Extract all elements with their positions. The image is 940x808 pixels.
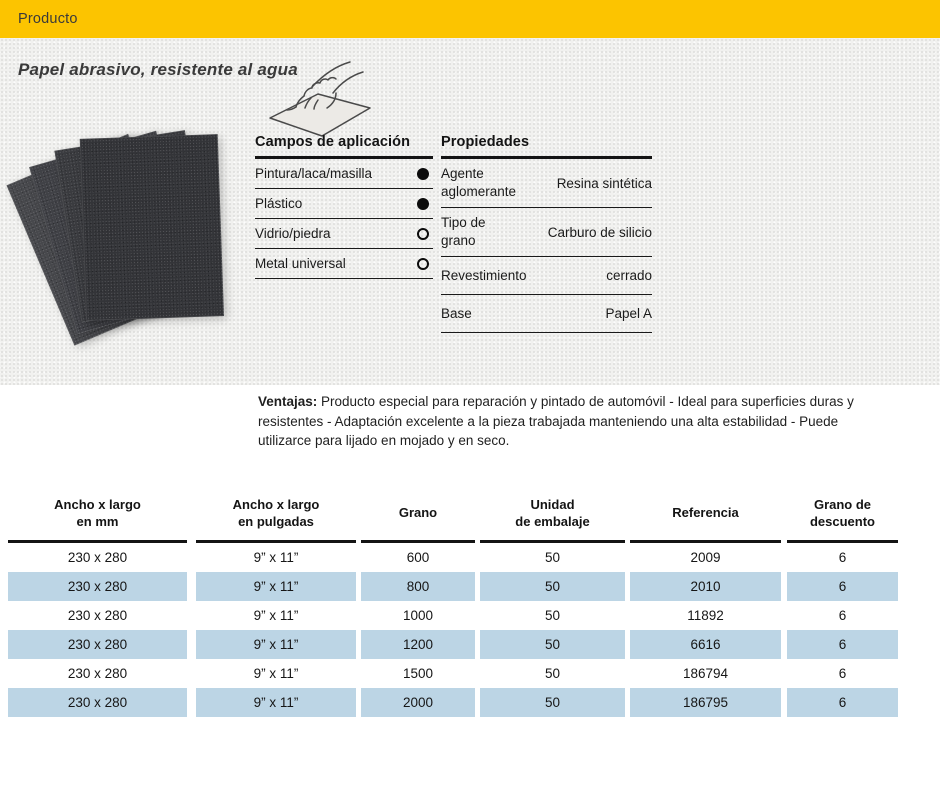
size-table-cell: 50 bbox=[480, 630, 625, 659]
size-table-cell: 6616 bbox=[630, 630, 781, 659]
properties-table bbox=[441, 134, 652, 333]
size-table-cell: 6 bbox=[787, 688, 898, 717]
column-header: Ancho x largo en pulgadas bbox=[196, 485, 356, 543]
table-column-pack-unit bbox=[480, 485, 625, 717]
application-field-label: Plástico bbox=[255, 196, 303, 211]
size-table-cell: 186794 bbox=[682, 666, 729, 681]
table-column-grit bbox=[361, 485, 475, 717]
property-label: Revestimiento bbox=[441, 267, 527, 283]
size-table-cell: 600 bbox=[406, 550, 430, 565]
property-value: cerrado bbox=[606, 268, 652, 283]
suitability-circle-icon bbox=[417, 228, 429, 240]
advantages-label: Ventajas: bbox=[258, 394, 318, 409]
product-section bbox=[0, 38, 940, 385]
size-table-cell: 6 bbox=[838, 666, 847, 681]
application-fields-title: Campos de aplicación bbox=[255, 134, 433, 159]
header-title: Producto bbox=[18, 11, 78, 27]
property-value: Papel A bbox=[605, 306, 652, 321]
table-column-inches bbox=[196, 485, 356, 717]
suitability-circle-icon bbox=[417, 168, 429, 180]
application-fields-table bbox=[255, 134, 433, 279]
size-table-cell: 50 bbox=[544, 550, 561, 565]
size-table-cell: 2010 bbox=[630, 572, 781, 601]
column-header: Grano bbox=[361, 485, 475, 543]
size-table-cell: 9” x 11” bbox=[253, 608, 299, 623]
property-label: Agente aglomerante bbox=[441, 166, 517, 199]
property-value: Carburo de silicio bbox=[547, 224, 652, 240]
size-table-cell: 50 bbox=[480, 572, 625, 601]
size-table-cell: 9” x 11” bbox=[196, 688, 356, 717]
property-row bbox=[441, 257, 652, 295]
size-table-cell: 230 x 280 bbox=[67, 550, 128, 565]
application-fields-rows bbox=[255, 159, 433, 279]
application-field-row bbox=[255, 189, 433, 219]
size-table-cell: 50 bbox=[544, 608, 561, 623]
table-column-mm bbox=[8, 485, 187, 717]
application-field-label: Pintura/laca/masilla bbox=[255, 166, 373, 181]
column-header: Unidad de embalaje bbox=[480, 485, 625, 543]
product-title: Papel abrasivo, resistente al agua bbox=[18, 60, 298, 79]
properties-title: Propiedades bbox=[441, 134, 652, 159]
table-column-reference bbox=[630, 485, 781, 717]
size-table-cell: 50 bbox=[544, 666, 561, 681]
size-table-cell: 230 x 280 bbox=[67, 666, 128, 681]
size-table-cell: 1200 bbox=[361, 630, 475, 659]
size-table-cell: 186795 bbox=[630, 688, 781, 717]
size-table-cell: 6 bbox=[787, 572, 898, 601]
suitability-circle-icon bbox=[417, 198, 429, 210]
advantages-paragraph bbox=[258, 392, 866, 451]
header-bar bbox=[0, 0, 940, 38]
column-header: Grano de descuento bbox=[787, 485, 898, 543]
property-label: Base bbox=[441, 305, 472, 321]
hand-sanding-icon bbox=[262, 60, 377, 140]
size-table-cell: 230 x 280 bbox=[8, 688, 187, 717]
property-row bbox=[441, 295, 652, 333]
size-table-cell: 9” x 11” bbox=[253, 666, 299, 681]
size-table-cell: 230 x 280 bbox=[8, 630, 187, 659]
size-table-cell: 1000 bbox=[402, 608, 434, 623]
table-column-discount-grit bbox=[787, 485, 898, 717]
property-label: Tipo de grano bbox=[441, 215, 486, 248]
product-photo-sandpaper-sheets bbox=[28, 108, 268, 358]
sandpaper-sheet-front bbox=[80, 134, 224, 321]
size-reference-table bbox=[0, 485, 940, 745]
size-table-cell: 230 x 280 bbox=[8, 572, 187, 601]
size-table-cell: 9” x 11” bbox=[196, 572, 356, 601]
properties-rows bbox=[441, 159, 652, 333]
size-table-cell: 230 x 280 bbox=[67, 608, 128, 623]
property-row bbox=[441, 159, 652, 208]
size-table-cell: 800 bbox=[361, 572, 475, 601]
column-header: Referencia bbox=[630, 485, 781, 543]
size-table-cell: 6 bbox=[838, 608, 847, 623]
application-field-label: Vidrio/piedra bbox=[255, 226, 331, 241]
advantages-text: Producto especial para reparación y pintado de automóvil - Ideal para superficies duras y resistentes - Adaptación excelente a la pieza trabajada manteniendo una alta estabilidad - Puede utilizarce para lijado en mojado y en seco. bbox=[258, 394, 854, 448]
application-field-label: Metal universal bbox=[255, 256, 346, 271]
application-field-row bbox=[255, 159, 433, 189]
suitability-circle-icon bbox=[417, 258, 429, 270]
column-header: Ancho x largo en mm bbox=[8, 485, 187, 543]
size-table-cell: 9” x 11” bbox=[253, 550, 299, 565]
size-table-cell: 11892 bbox=[687, 608, 724, 623]
size-table-cell: 6 bbox=[838, 550, 847, 565]
size-table-cell: 2000 bbox=[361, 688, 475, 717]
application-field-row bbox=[255, 249, 433, 279]
size-table-cell: 9” x 11” bbox=[196, 630, 356, 659]
application-field-row bbox=[255, 219, 433, 249]
size-table-cell: 50 bbox=[480, 688, 625, 717]
property-row bbox=[441, 208, 652, 257]
size-table-cell: 2009 bbox=[690, 550, 721, 565]
size-table-cell: 6 bbox=[787, 630, 898, 659]
size-table-cell: 1500 bbox=[402, 666, 434, 681]
property-value: Resina sintética bbox=[556, 175, 652, 191]
